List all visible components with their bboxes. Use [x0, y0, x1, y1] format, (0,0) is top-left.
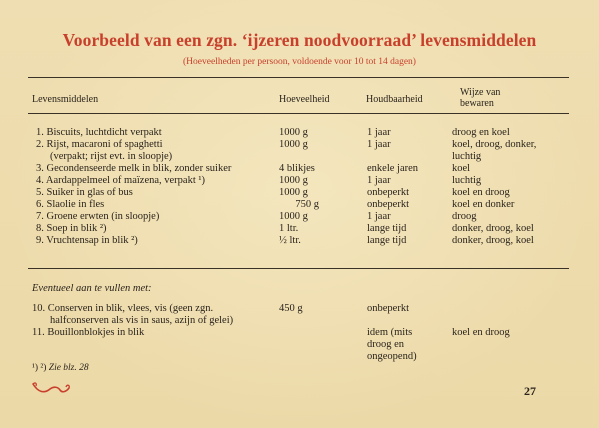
- item-storage: donker, droog, koel: [452, 235, 534, 246]
- item-storage: droog: [452, 211, 477, 222]
- item-quantity: 4 blikjes: [279, 163, 315, 174]
- item-quantity: 750 g: [295, 199, 319, 210]
- item-shelf-life: lange tijd: [367, 235, 407, 246]
- item-shelf-life: onbeperkt: [367, 303, 409, 314]
- table-top-rule: [28, 77, 569, 78]
- item-shelf-life: 1 jaar: [367, 211, 391, 222]
- item-shelf-life: 1 jaar: [367, 139, 391, 150]
- header-quantity: Hoeveelheid: [279, 94, 330, 105]
- header-shelf-life: Houdbaarheid: [366, 94, 423, 105]
- item-storage: koel en droog: [452, 187, 510, 198]
- item-quantity: 450 g: [279, 303, 303, 314]
- item-quantity: 1000 g: [279, 139, 308, 150]
- page-subtitle: (Hoeveelheden per persoon, voldoende voor 10 tot 14 dagen): [183, 57, 416, 67]
- item-name: 5. Suiker in glas of bus: [36, 187, 133, 198]
- header-item: Levensmiddelen: [32, 94, 99, 105]
- item-name: 11. Bouillonblokjes in blik: [32, 327, 145, 338]
- item-shelf-life: lange tijd: [367, 223, 407, 234]
- item-name: 6. Slaolie in fles: [36, 199, 105, 210]
- item-name: 10. Conserven in blik, vlees, vis (geen zgn.: [32, 303, 214, 314]
- item-quantity: 1000 g: [279, 127, 308, 138]
- page-number: 27: [524, 384, 536, 398]
- item-name: 9. Vruchtensap in blik ²): [36, 235, 138, 246]
- item-shelf-life: ongeopend): [367, 351, 417, 362]
- item-storage: koel en donker: [452, 199, 515, 210]
- item-quantity: 1000 g: [279, 187, 308, 198]
- item-quantity: 1000 g: [279, 175, 308, 186]
- header-storage-line2: bewaren: [460, 98, 494, 109]
- item-name: (verpakt; rijst evt. in sloopje): [50, 151, 173, 162]
- header-rule: [28, 113, 569, 114]
- item-storage: droog en koel: [452, 127, 510, 138]
- footnote-marks: ¹) ²): [32, 363, 47, 373]
- item-shelf-life: droog en: [367, 339, 405, 350]
- item-storage: luchtig: [452, 175, 482, 186]
- item-shelf-life: idem (mits: [367, 327, 413, 338]
- item-storage: luchtig: [452, 151, 482, 162]
- item-name: 4. Aardappelmeel of maïzena, verpakt ¹): [36, 175, 206, 186]
- item-storage: donker, droog, koel: [452, 223, 534, 234]
- item-storage: koel, droog, donker,: [452, 139, 537, 150]
- item-storage: koel en droog: [452, 327, 510, 338]
- item-name: 1. Biscuits, luchtdicht verpakt: [36, 127, 162, 138]
- item-shelf-life: enkele jaren: [367, 163, 419, 174]
- supplement-note: Eventueel aan te vullen met:: [32, 283, 152, 294]
- section-rule: [28, 268, 569, 269]
- footnote-text: Zie blz. 28: [48, 363, 89, 373]
- flourish-ornament-icon: [30, 378, 72, 398]
- item-shelf-life: onbeperkt: [367, 199, 409, 210]
- item-name: 8. Soep in blik ²): [36, 223, 107, 234]
- item-name: 7. Groene erwten (in sloopje): [36, 211, 160, 222]
- item-shelf-life: 1 jaar: [367, 175, 391, 186]
- item-quantity: 1000 g: [279, 211, 308, 222]
- item-storage: koel: [452, 163, 471, 174]
- item-name: 3. Gecondenseerde melk in blik, zonder suiker: [36, 163, 232, 174]
- item-shelf-life: 1 jaar: [367, 127, 391, 138]
- item-name: halfconserven als vis in saus, azijn of gelei): [50, 315, 234, 326]
- page-title: Voorbeeld van een zgn. ‘ijzeren noodvoorraad’ levensmiddelen: [62, 30, 537, 50]
- item-shelf-life: onbeperkt: [367, 187, 409, 198]
- item-quantity: 1 ltr.: [279, 223, 299, 234]
- footnote: [32, 363, 89, 373]
- header-storage-line1: Wijze van: [460, 87, 501, 98]
- item-name: 2. Rijst, macaroni of spaghetti: [36, 139, 163, 150]
- item-quantity: ½ ltr.: [279, 235, 301, 246]
